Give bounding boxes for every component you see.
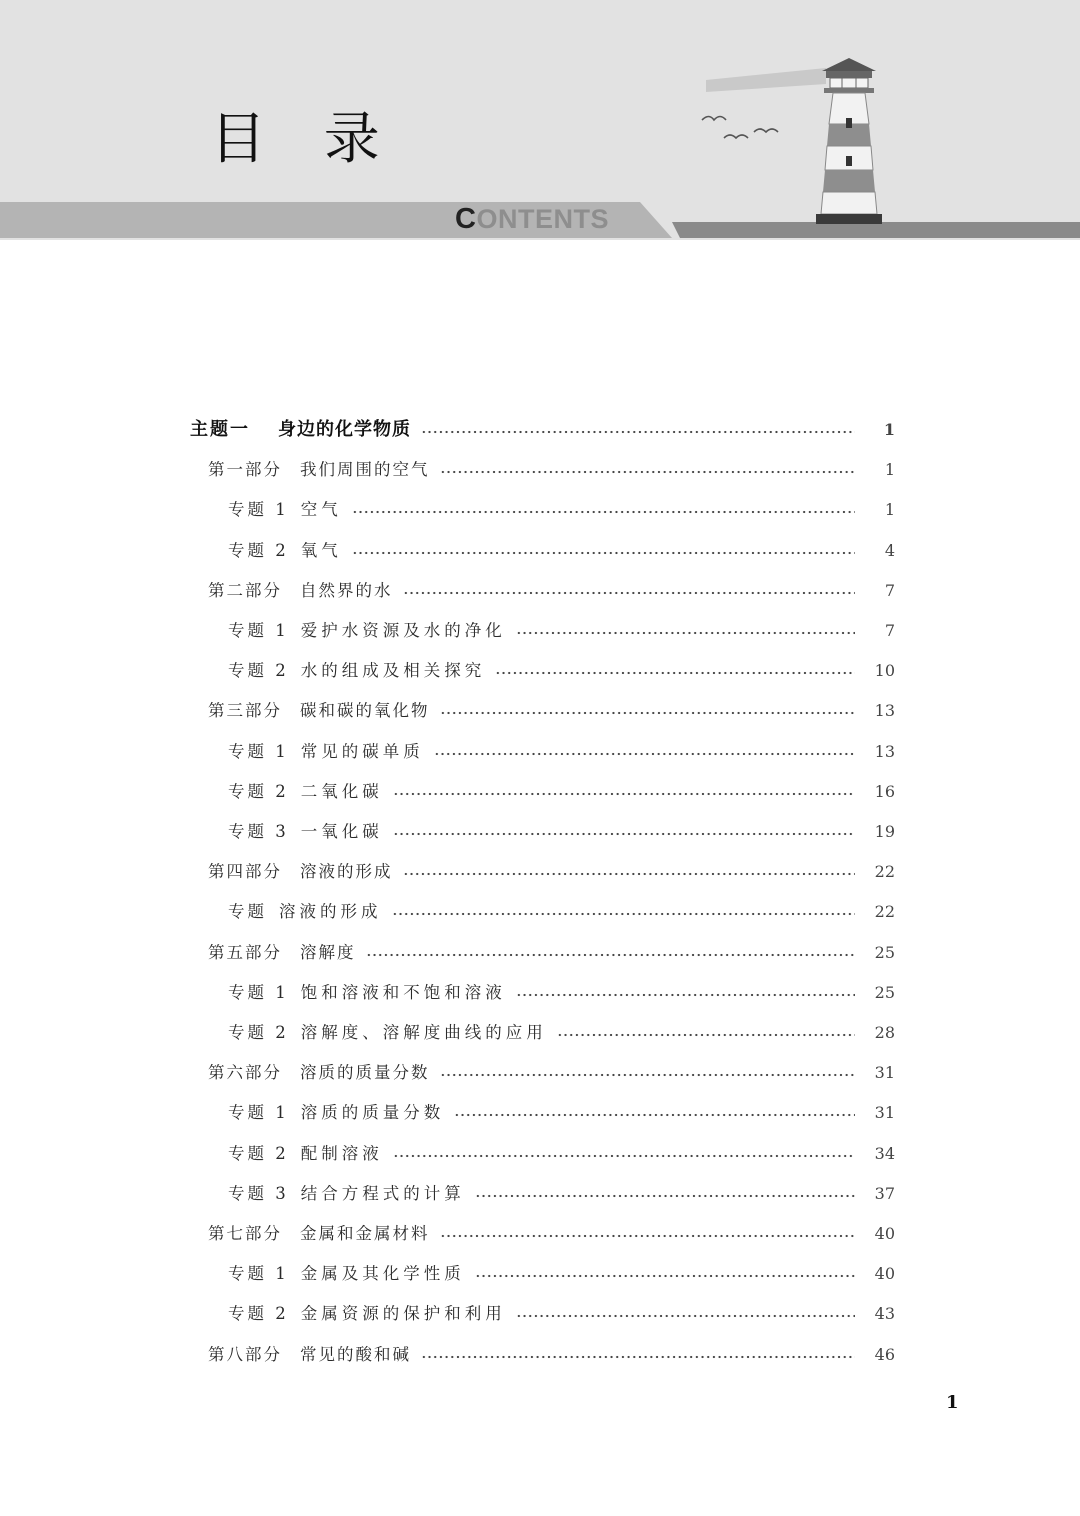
toc-leader-dots: [352, 543, 855, 559]
toc-leader-dots: [403, 583, 856, 599]
toc-leader-dots: [393, 1146, 855, 1162]
toc-entry-label: 专题 1: [228, 621, 289, 640]
toc-entry-label: 专题 2: [228, 1023, 289, 1042]
toc-entry-label: 专题 2: [228, 781, 289, 801]
toc-leader-dots: [454, 1105, 855, 1121]
toc-entry[interactable]: [228, 531, 895, 571]
toc-entry[interactable]: [228, 892, 895, 932]
page-title: 目 录: [210, 107, 400, 172]
toc-entry[interactable]: [208, 852, 895, 892]
contents-label-rest: ONTENTS: [476, 204, 609, 234]
toc-entry-label: 第六部分: [208, 1063, 282, 1083]
toc-entry-title: 溶液的形成: [300, 862, 393, 882]
toc-entry-page: 43: [874, 1304, 895, 1324]
toc-leader-dots: [440, 462, 856, 478]
toc-entry[interactable]: [228, 611, 895, 651]
toc-entry-title: 溶质的质量分数: [300, 1103, 445, 1123]
toc-entry-title: 我们周围的空气: [300, 460, 430, 480]
toc-entry[interactable]: [228, 1013, 895, 1053]
toc-entry-title: 金属和金属材料: [300, 1224, 430, 1243]
toc-entry-page: 10: [874, 661, 895, 681]
toc-leader-dots: [403, 864, 856, 880]
toc-entry[interactable]: [228, 1093, 895, 1133]
toc-entry-title: 溶质的质量分数: [300, 1063, 430, 1083]
toc-entry-label: 专题 2: [228, 1143, 289, 1163]
toc-entry-title: 碳和碳的氧化物: [300, 701, 430, 721]
toc-entry[interactable]: [228, 1134, 895, 1174]
toc-entry-title: 溶解度、溶解度曲线的应用: [300, 1023, 547, 1042]
toc-entry-title: 金属及其化学性质: [300, 1264, 465, 1284]
toc-entry[interactable]: [228, 973, 895, 1013]
toc-leader-dots: [557, 1025, 855, 1041]
bird-icon: [724, 135, 748, 138]
toc-leader-dots: [516, 985, 855, 1001]
toc-entry-label: 专题 1: [228, 1264, 289, 1284]
toc-entry[interactable]: [208, 1214, 895, 1254]
toc-entry-page: 37: [874, 1183, 895, 1203]
toc-entry-page: 31: [874, 1103, 895, 1123]
toc-leader-dots: [393, 824, 855, 840]
toc-leader-dots: [516, 623, 855, 639]
toc-entry-page: 13: [874, 741, 895, 761]
toc-leader-dots: [495, 663, 855, 679]
toc-entry-page: 1: [884, 500, 895, 520]
toc-leader-dots: [440, 1065, 856, 1081]
contents-label-first: C: [455, 203, 477, 235]
toc-entry-title: 溶液的形成: [279, 902, 382, 922]
toc-entry-title: 结合方程式的计算: [300, 1183, 465, 1203]
toc-entry-page: 22: [874, 862, 895, 882]
light-beam: [706, 68, 826, 92]
toc-entry-label: 专题 1: [228, 982, 289, 1002]
toc-entry[interactable]: [228, 1174, 895, 1214]
toc-entry-page: 19: [874, 822, 895, 841]
toc-entry-title: 金属资源的保护和利用: [300, 1304, 506, 1324]
toc-entry-label: 第八部分: [208, 1344, 282, 1364]
toc-entry-page: 28: [874, 1023, 895, 1042]
toc-entry[interactable]: [228, 732, 895, 772]
toc-entry[interactable]: [228, 1254, 895, 1294]
toc-entry-title: 氧气: [300, 540, 342, 560]
toc-entry-title: 一氧化碳: [300, 822, 383, 841]
toc-entry-label: 第三部分: [208, 701, 282, 721]
toc-entry-page: 46: [874, 1344, 895, 1364]
toc-entry-page: 40: [874, 1224, 895, 1243]
toc-entry-label: 第一部分: [208, 460, 282, 480]
toc-entry-title: 常见的酸和碱: [300, 1344, 411, 1364]
toc-entry-page: 4: [884, 540, 895, 560]
toc-entry-label: 专题 2: [228, 661, 289, 681]
toc-entry-page: 13: [874, 701, 895, 721]
toc-entry-label: 专题 3: [228, 822, 289, 841]
toc-leader-dots: [475, 1186, 855, 1202]
toc-entry-page: 1: [883, 420, 895, 439]
toc-leader-dots: [421, 1347, 855, 1363]
toc-entry[interactable]: [208, 450, 895, 490]
toc-entry-title: 二氧化碳: [300, 781, 383, 801]
toc-entry[interactable]: [208, 691, 895, 731]
toc-entry-page: 1: [884, 460, 895, 480]
toc-entry-title: 常见的碳单质: [300, 741, 424, 761]
toc-entry-page: 25: [874, 982, 895, 1002]
toc-entry-label: 第七部分: [208, 1224, 282, 1243]
toc-entry-label: 专题 1: [228, 741, 289, 761]
toc-entry-label: 第二部分: [208, 580, 282, 600]
toc-entry[interactable]: [228, 651, 895, 691]
toc-entry-title: 爱护水资源及水的净化: [300, 621, 506, 640]
toc-leader-dots: [352, 502, 855, 518]
ground-band: [672, 222, 1080, 238]
toc-entry[interactable]: [190, 410, 895, 450]
toc-entry-title: 水的组成及相关探究: [300, 661, 486, 681]
toc-entry-label: 第五部分: [208, 942, 282, 962]
toc-entry-page: 7: [884, 621, 895, 640]
toc-entry[interactable]: [228, 1294, 895, 1334]
toc-entry[interactable]: [228, 772, 895, 812]
toc-entry-page: 7: [884, 580, 895, 600]
toc-entry-page: 40: [874, 1264, 895, 1284]
toc-entry[interactable]: [228, 490, 895, 530]
toc-entry-page: 22: [874, 902, 895, 922]
toc-leader-dots: [440, 1226, 856, 1242]
toc-entry[interactable]: [208, 1335, 895, 1375]
toc-leader-dots: [516, 1306, 855, 1322]
toc-entry-label: 第四部分: [208, 862, 282, 882]
toc-leader-dots: [393, 784, 855, 800]
toc-leader-dots: [475, 1266, 855, 1282]
toc-entry-label: 专题: [228, 902, 267, 922]
toc-leader-dots: [392, 904, 856, 920]
toc-entry-label: 主题一: [190, 419, 250, 440]
toc-entry-page: 34: [874, 1143, 895, 1163]
toc-entry-title: 自然界的水: [300, 580, 393, 600]
toc-entry-title: 溶解度: [300, 942, 356, 962]
toc-entry-title: 身边的化学物质: [278, 419, 411, 440]
toc-leader-dots: [366, 945, 856, 961]
bird-icon: [754, 129, 778, 132]
toc-entry-label: 专题 1: [228, 500, 289, 520]
toc-entry[interactable]: [208, 1053, 895, 1093]
toc-entry[interactable]: [208, 933, 895, 973]
toc-entry-title: 饱和溶液和不饱和溶液: [300, 982, 506, 1002]
toc-entry[interactable]: [228, 812, 895, 852]
toc-entry[interactable]: [208, 571, 895, 611]
page-number: 1: [946, 1392, 959, 1413]
toc-entry-label: 专题 2: [228, 540, 289, 560]
toc-entry-title: 配制溶液: [300, 1143, 383, 1163]
toc-entry-page: 16: [874, 781, 895, 801]
bird-icon: [702, 117, 726, 121]
toc-leader-dots: [421, 422, 855, 438]
toc-entry-page: 31: [874, 1063, 895, 1083]
contents-label: [455, 200, 609, 238]
toc-entry-label: 专题 1: [228, 1103, 289, 1123]
toc-entry-page: 25: [874, 942, 895, 962]
toc-entry-title: 空气: [300, 500, 342, 520]
toc-entry-label: 专题 2: [228, 1304, 289, 1324]
toc-leader-dots: [434, 744, 855, 760]
toc-leader-dots: [440, 703, 856, 719]
toc-entry-label: 专题 3: [228, 1183, 289, 1203]
